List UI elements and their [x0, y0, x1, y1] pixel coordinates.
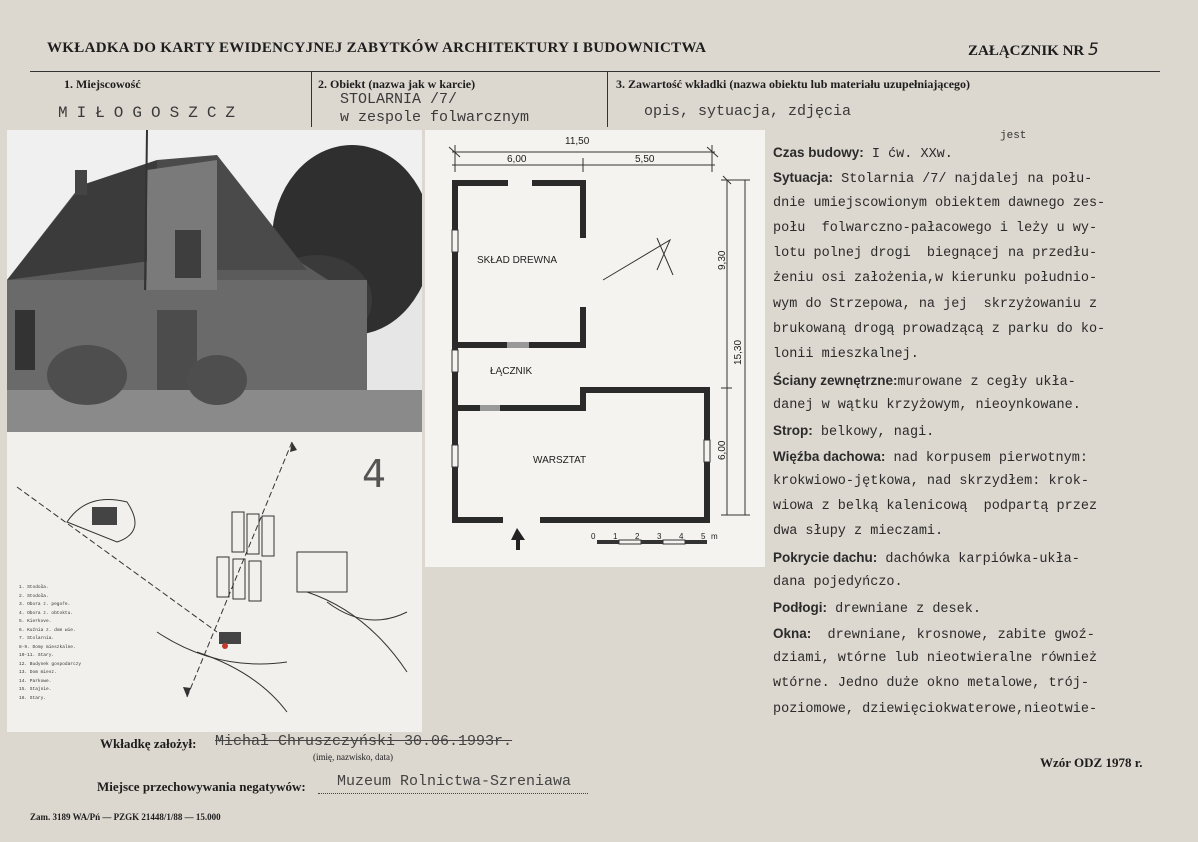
- description-body: danej w wątku krzyżowym, nieoynkowane.: [773, 397, 1081, 413]
- legend-item: 14. Parkowe.: [19, 678, 52, 684]
- description-line: [773, 165, 1183, 190]
- description-line: [773, 469, 1183, 494]
- description-line: [773, 545, 1183, 570]
- col-2-label: 2. Obiekt (nazwa jak w karcie): [318, 77, 476, 91]
- description-heading: Sytuacja:: [773, 170, 834, 186]
- negatives-value: Muzeum Rolnictwa-Szreniawa: [337, 773, 572, 790]
- description-heading: Pokrycie dachu:: [773, 549, 878, 565]
- attachment-num: 5: [1088, 40, 1099, 60]
- legend-item: 1. Stodoła.: [19, 585, 49, 590]
- object-value-line2: w zespole folwarcznym: [340, 109, 530, 126]
- site-legend: [19, 584, 159, 703]
- scale-label: 1: [613, 532, 618, 541]
- description-body: wym do Strzepowa, na jej skrzyżowaniu z: [773, 296, 1098, 312]
- dim-v-total: 15,30: [733, 339, 744, 365]
- col-1-label: 1. Miejscowość: [64, 77, 141, 91]
- description-line: [773, 621, 1183, 646]
- description-body: poziomowe, dziewięciokwaterowe,nieotwie-: [773, 701, 1098, 717]
- founder-value: Michał Chruszczyński 30.06.1993r.: [215, 733, 513, 750]
- description-heading: Strop:: [773, 423, 813, 439]
- scale-label: 5: [701, 532, 706, 541]
- col-divider-1: [311, 71, 312, 127]
- description-text: [773, 140, 1183, 722]
- scale-label: 2: [635, 532, 640, 541]
- description-body: dnie umiejscowionym obiektem dawnego zes-: [773, 195, 1106, 211]
- scale-label: 0: [591, 532, 596, 541]
- dim-total: 11,50: [565, 136, 590, 147]
- dim-v1: 9,30: [717, 250, 728, 270]
- description-body: drewniane z desek.: [827, 602, 981, 618]
- description-body: dana pojedyńczo.: [773, 575, 903, 591]
- dim-left: 6,00: [507, 154, 527, 165]
- description-heading: Czas budowy:: [773, 145, 864, 160]
- description-line: [773, 317, 1183, 342]
- description-body: I ćw. XXw.: [863, 147, 953, 162]
- legend-item: 6. Kuźnia z. dom wie.: [19, 627, 76, 633]
- description-body: lotu polnej drogi biegnącej na przedłu-: [773, 246, 1098, 262]
- description-body: nad korpusem pierwotnym:: [885, 450, 1088, 466]
- description-body: dwa słupy z mieczami.: [773, 524, 944, 540]
- legend-item: 13. Dom miesz.: [19, 670, 57, 675]
- legend-item: 16. Stary.: [19, 695, 47, 701]
- jest-insert: jest: [1000, 130, 1027, 142]
- description-line: [773, 519, 1183, 544]
- legend-item: 8-9. Domy mieszkalne.: [19, 644, 76, 650]
- locality-value: MIŁOGOSZCZ: [58, 104, 245, 122]
- description-body: brukowaną drogą prowadzącą z parku do ko-: [773, 322, 1106, 338]
- col-3-label: 3. Zawartość wkładki (nazwa obiektu lub materiału uzupełniającego): [616, 77, 971, 91]
- description-line: [773, 191, 1183, 216]
- description-line: [773, 418, 1183, 443]
- description-line: [773, 570, 1183, 595]
- description-heading: Okna:: [773, 625, 812, 641]
- description-body: Stolarnia /7/ najdalej na połu-: [833, 172, 1093, 188]
- description-heading: Podłogi:: [773, 600, 827, 616]
- description-line: [773, 444, 1183, 469]
- description-line: [773, 342, 1183, 367]
- description-line: [773, 494, 1183, 519]
- print-info: Zam. 3189 WA/Pń — PZGK 21448/1/88 — 15.000: [30, 812, 221, 822]
- dim-right: 5,50: [635, 154, 655, 165]
- description-heading: Więźba dachowa:: [773, 448, 886, 464]
- description-body: wtórne. Jedno duże okno metalowe, trój-: [773, 676, 1089, 692]
- description-heading: Ściany zewnętrzne:: [773, 372, 898, 388]
- description-line: [773, 697, 1183, 722]
- legend-item: 10-11. Stary.: [19, 653, 55, 658]
- description-body: murowane z cegły ukła-: [897, 374, 1076, 390]
- object-value-line1: STOLARNIA /7/: [340, 91, 458, 108]
- description-line: [773, 266, 1183, 291]
- contents-value: opis, sytuacja, zdjęcia: [644, 103, 852, 120]
- legend-item: 12. Budynek gospodarczy: [19, 661, 82, 667]
- description-body: belkowy, nagi.: [812, 425, 935, 441]
- description-body: krokwiowo-jętkowa, nad skrzydłem: krok-: [773, 473, 1089, 489]
- description-line: [773, 140, 1183, 165]
- top-rule: [30, 71, 1160, 72]
- legend-item: 15. Stajnie.: [19, 687, 52, 692]
- north-mark: 4: [362, 452, 387, 496]
- description-line: [773, 241, 1183, 266]
- legend-item: 2. Stodoła.: [19, 593, 49, 599]
- negatives-dotline: [318, 793, 588, 794]
- site-map: [7, 432, 422, 732]
- description-body: wiowa z belką kalenicową podpartą przez: [773, 499, 1098, 515]
- legend-item: 5. Kierkove.: [19, 619, 52, 624]
- form-title: WKŁADKA DO KARTY EWIDENCYJNEJ ZABYTKÓW ARCHITEKTURY I BUDOWNICTWA: [47, 40, 707, 56]
- room-warsztat: WARSZTAT: [533, 455, 587, 466]
- room-sklad-drewna: SKŁAD DREWNA: [477, 255, 558, 266]
- description-line: [773, 671, 1183, 696]
- building-photo: [7, 130, 422, 432]
- dim-v2: 6,00: [717, 440, 728, 460]
- description-line: [773, 646, 1183, 671]
- col-divider-2: [607, 71, 608, 127]
- description-body: lonii mieszkalnej.: [773, 347, 919, 363]
- description-body: dziami, wtórne lub nieotwieralne również: [773, 650, 1098, 666]
- attachment-number: [968, 40, 1099, 60]
- description-line: [773, 393, 1183, 418]
- legend-item: 4. Obora z. obtoktu.: [19, 610, 74, 616]
- form-pattern: Wzór ODZ 1978 r.: [1040, 755, 1143, 770]
- scale-label: 4: [679, 532, 684, 541]
- description-body: dachówka karpiówka-ukła-: [877, 551, 1080, 567]
- description-line: [773, 216, 1183, 241]
- attachment-label: ZAŁĄCZNIK NR: [968, 43, 1085, 59]
- scale-label: 3: [657, 532, 662, 541]
- description-body: drewniane, krosnowe, zabite gwoź-: [811, 627, 1095, 643]
- scale-label: m: [711, 532, 718, 541]
- room-lacznik: ŁĄCZNIK: [490, 366, 533, 377]
- description-body: żeniu osi założenia,w kierunku południo-: [773, 271, 1098, 287]
- description-body: połu folwarczno-pałacowego i leży u wy-: [773, 220, 1098, 236]
- description-line: [773, 368, 1183, 393]
- legend-item: 3. Obora z. pegoře.: [19, 602, 71, 607]
- founder-label: Wkładkę założył:: [100, 736, 197, 751]
- founder-hint: (imię, nazwisko, data): [313, 752, 393, 762]
- legend-item: 7. Stolarnia.: [19, 636, 55, 641]
- description-line: [773, 292, 1183, 317]
- floor-plan: [425, 130, 765, 567]
- description-line: [773, 595, 1183, 620]
- negatives-label: Miejsce przechowywania negatywów:: [97, 779, 306, 794]
- scale-bar-labels: [591, 532, 741, 542]
